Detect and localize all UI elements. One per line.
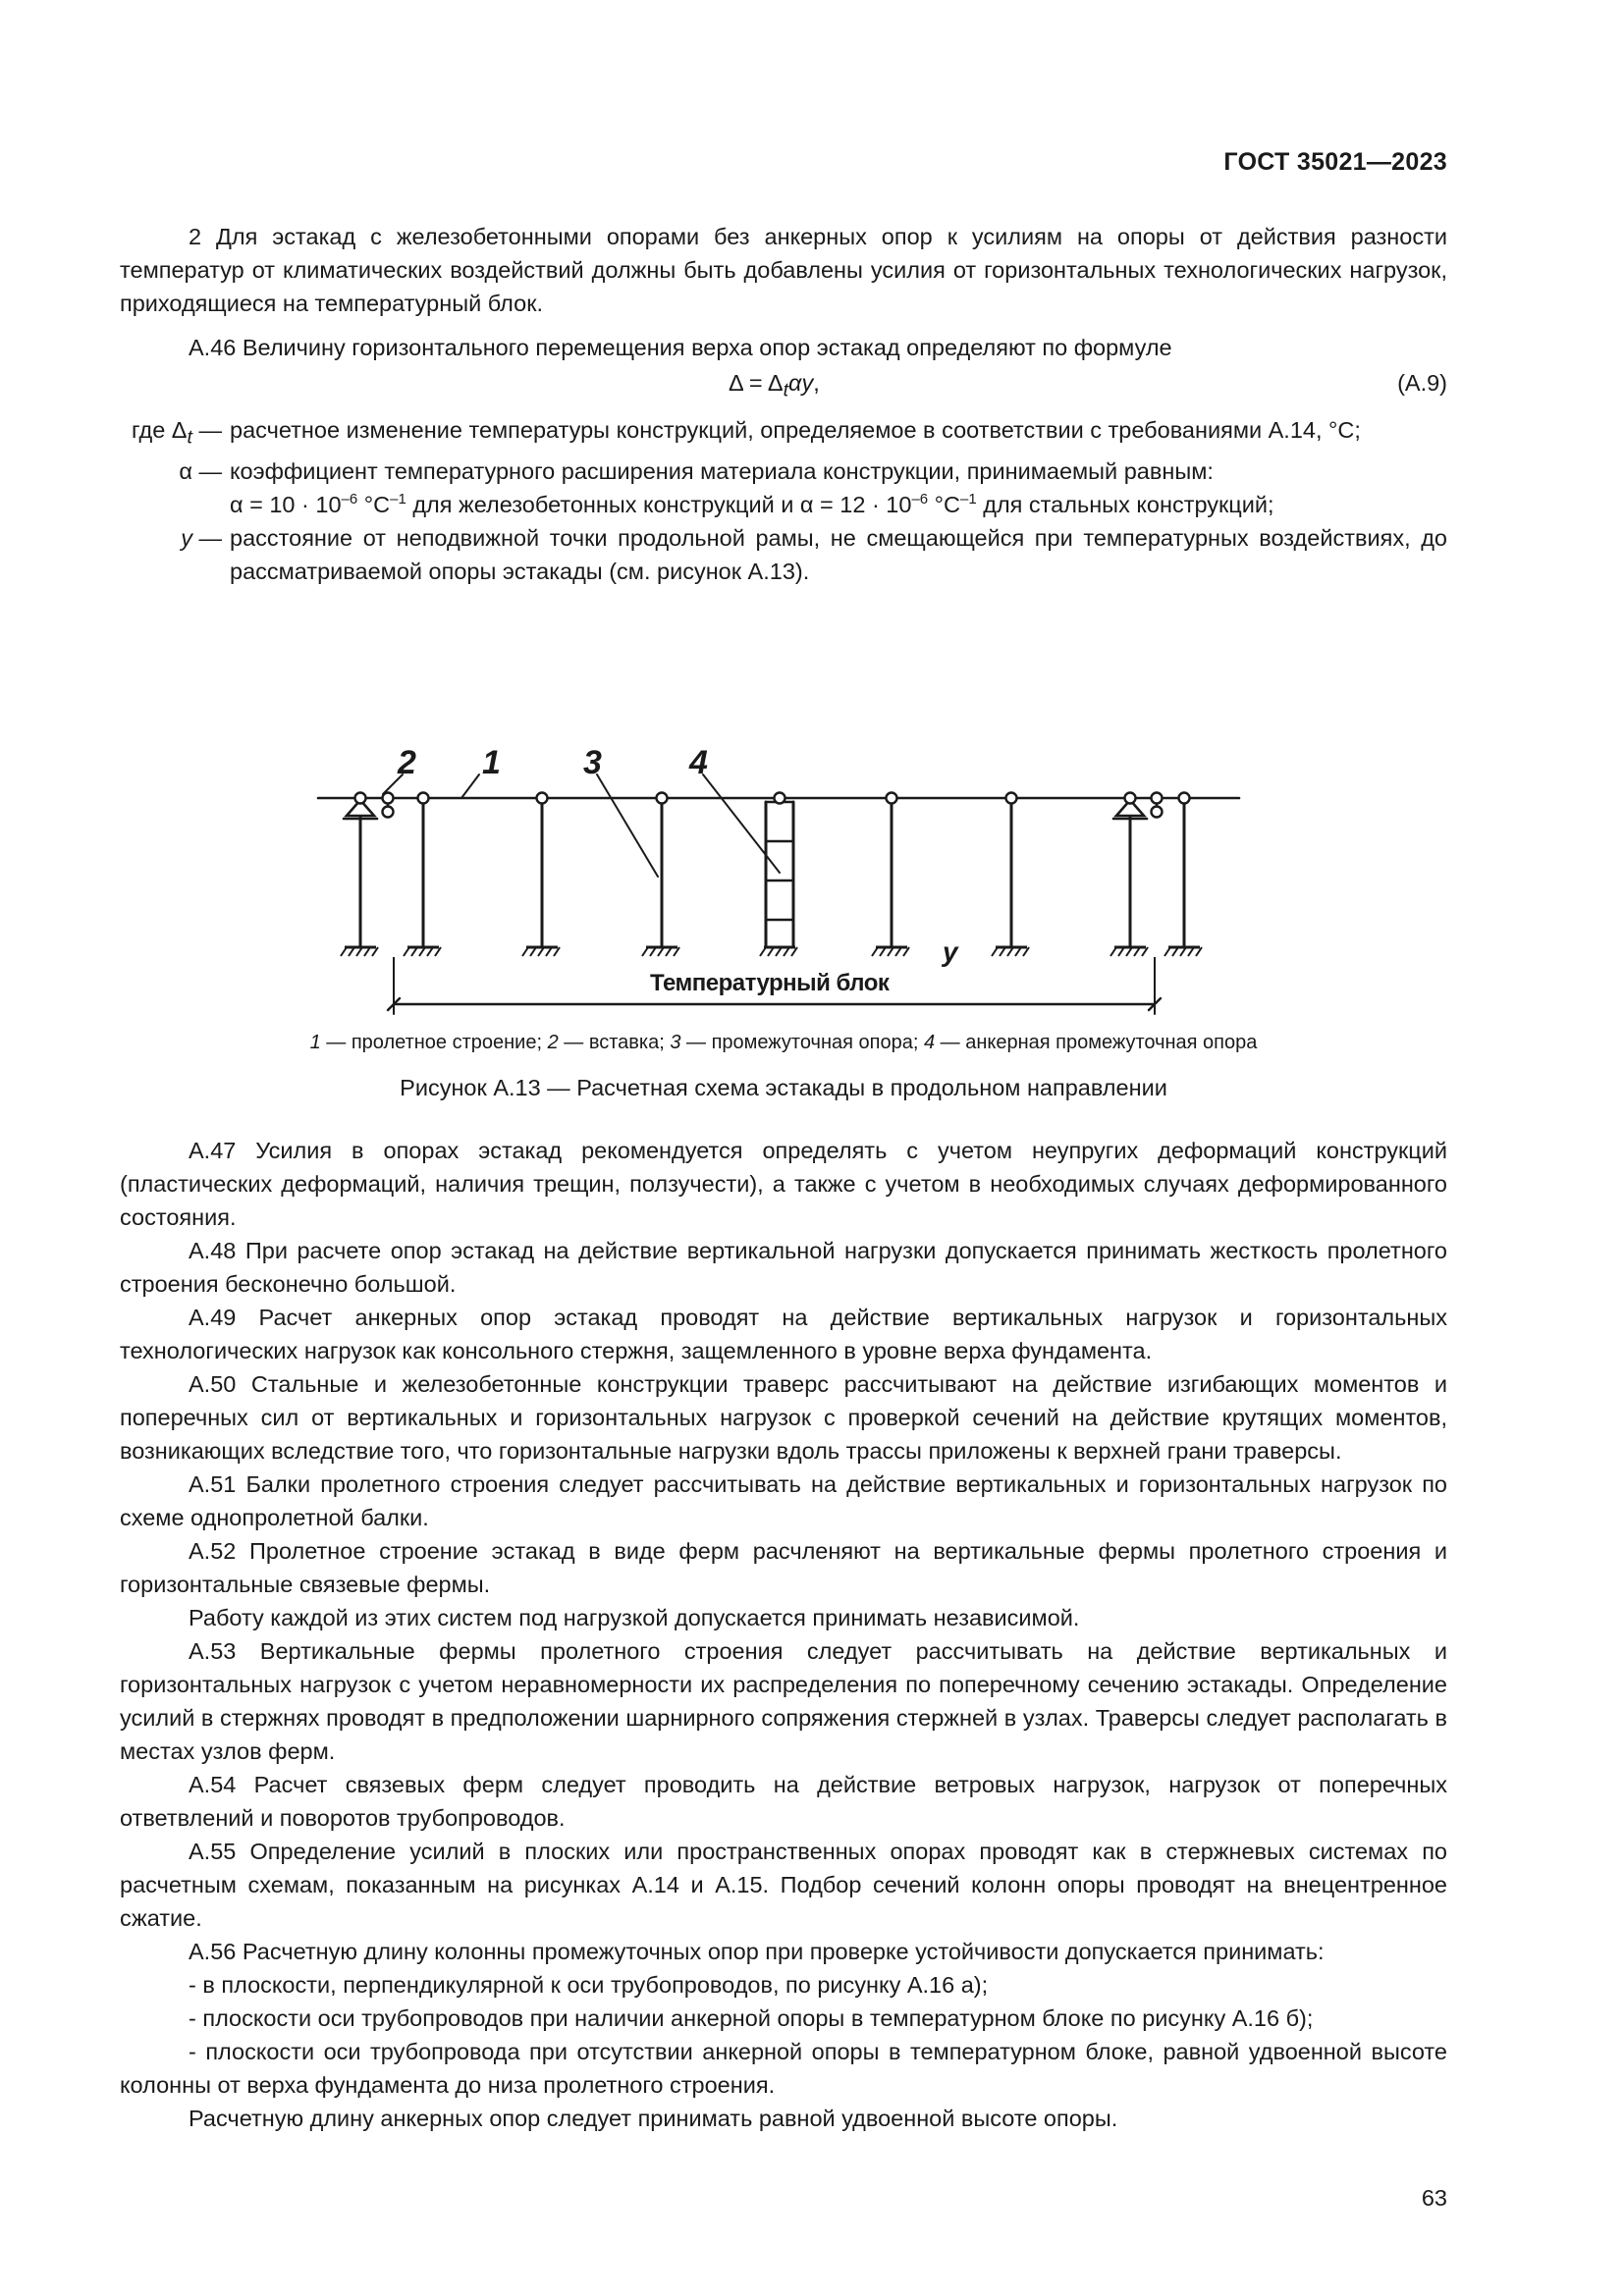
formula-expression: $\Delta = \Delta_t\alpha y$, xyxy=(729,370,820,401)
paragraph-a48: А.48 При расчете опор эстакад на действие вертикальной нагрузки допускается принимать жесткость пролетного строения бесконечно большой. xyxy=(120,1237,1447,1297)
position-label-2: 2 xyxy=(398,743,416,781)
paragraph-a51: А.51 Балки пролетного строения следует рассчитывать на действие вертикальных и горизонтальных нагрузок по схеме однопролетной балки. xyxy=(120,1470,1447,1530)
definition-label: y — xyxy=(181,524,222,551)
definition-delta-t xyxy=(120,413,1447,454)
paragraph-a53: А.53 Вертикальные фермы пролетного строения следует рассчитывать на действие вертикальных и горизонтальных нагрузок с учетом неравномерности их распределения по поперечному сечению эстакады. Определение усилий в стержнях проводят в предположении шарнирного сопряжения стержней в узлах. Траверсы следует располагать в местах узлов ферм. xyxy=(120,1637,1447,1764)
paragraph-a49: А.49 Расчет анкерных опор эстакад проводят на действие вертикальных нагрузок и горизонтальных технологических нагрузок как консольного стержня, защемленного в уровне верха фундамента. xyxy=(120,1304,1447,1363)
temperature-block-label: Температурный блок xyxy=(650,969,890,996)
anchor-support xyxy=(766,802,793,947)
definition-text: расстояние от неподвижной точки продольной рамы, не смещающейся при температурных воздействиях, до рассматриваемой опоры эстакады (см. рисунок А.13). xyxy=(230,524,1447,584)
list-item: - плоскости оси трубопровода при отсутствии анкерной опоры в температурном блоке, равной удвоенной высоте колонны от верха фундамента до низа пролетного строения. xyxy=(120,2038,1447,2098)
list-item: - плоскости оси трубопроводов при наличии анкерной опоры в температурном блоке по рисунку А.16 б); xyxy=(189,2004,1314,2031)
paragraph-a56: А.56 Расчетную длину колонны промежуточных опор при проверке устойчивости допускается принимать: xyxy=(189,1938,1325,1964)
definition-label: где $\Delta_t$ — xyxy=(131,417,222,449)
page-number: 63 xyxy=(1421,2185,1447,2211)
paragraph-a47: А.47 Усилия в опорах эстакад рекомендуется определять с учетом неупругих деформаций конструкций (пластических деформаций, наличия трещин, ползучести), а также с учетом в необходимых случаях деформированного состояния. xyxy=(120,1137,1447,1230)
paragraph-a52: А.52 Пролетное строение эстакад в виде ферм расчленяют на вертикальные фермы пролетного строения и горизонтальные связевые фермы. xyxy=(120,1537,1447,1597)
position-label-4: 4 xyxy=(689,743,708,781)
position-label-3: 3 xyxy=(583,743,602,781)
paragraph-anchor-length: Расчетную длину анкерных опор следует принимать равной удвоенной высоте опоры. xyxy=(189,2105,1118,2131)
definition-text: коэффициент температурного расширения материала конструкции, принимаемый равным: $\alpha = 10 \cdot 10^{-6}$ $^\circ С^{-1}$ для железобетонных конструкций и $\alpha = 12 \cdot 10^{-6}$ $^\circ С^{-1}$ для стальных конструкций; xyxy=(230,457,1274,517)
list-item: - в плоскости, перпендикулярной к оси трубопроводов, по рисунку А.16 а); xyxy=(189,1971,989,1998)
paragraph-a54: А.54 Расчет связевых ферм следует проводить на действие ветровых нагрузок, нагрузок от поперечных ответвлений и поворотов трубопроводов. xyxy=(120,1771,1447,1831)
definition-text: расчетное изменение температуры конструкций, определяемое в соответствии с требованиями А.14, °С; xyxy=(230,417,1361,443)
temperature-block-dimension xyxy=(120,961,1447,1022)
page-content xyxy=(120,220,1447,2135)
overpass-scheme-diagram xyxy=(120,592,1447,961)
definition-alpha xyxy=(120,454,1447,521)
document-header: ГОСТ 35021—2023 xyxy=(1223,148,1447,176)
paragraph-a52-cont: Работу каждой из этих систем под нагрузкой допускается принимать независимой. xyxy=(189,1604,1080,1630)
position-label-1: 1 xyxy=(482,743,501,781)
figure-a13 xyxy=(120,592,1447,967)
definition-label: α — xyxy=(179,457,222,484)
y-dimension-label: y xyxy=(943,935,958,967)
paragraph-a55: А.55 Определение усилий в плоских или пространственных опорах проводят как в стержневых системах по расчетным схемам, показанным на рисунках А.14 и А.15. Подбор сечений колонн опоры проводят на внецентренное сжатие. xyxy=(120,1838,1447,1931)
formula-a9 xyxy=(120,366,1447,403)
paragraph-a50: А.50 Стальные и железобетонные конструкции траверс рассчитывают на действие изгибающих моментов и поперечных сил от вертикальных и горизонтальных нагрузок с проверкой сечений на действие крутящих моментов, возникающих вследствие того, что горизонтальные нагрузки вдоль трассы приложены к верхней грани траверсы. xyxy=(120,1370,1447,1464)
figure-legend: 1 — пролетное строение; 2 — вставка; 3 — промежуточная опора; 4 — анкерная промежуточная опора xyxy=(309,1031,1258,1053)
note-2: 2 Для эстакад с железобетонными опорами без анкерных опор к усилиям на опоры от действия разности температур от климатических воздействий должны быть добавлены усилия от горизонтальных технологических нагрузок, приходящиеся на температурный блок. xyxy=(120,224,1447,316)
paragraph-a46: А.46 Величину горизонтального перемещения верха опор эстакад определяют по формуле xyxy=(189,335,1172,360)
formula-number: (А.9) xyxy=(1397,370,1447,396)
figure-caption: Рисунок А.13 — Расчетная схема эстакады в продольном направлении xyxy=(400,1074,1167,1100)
definition-y xyxy=(120,521,1447,588)
